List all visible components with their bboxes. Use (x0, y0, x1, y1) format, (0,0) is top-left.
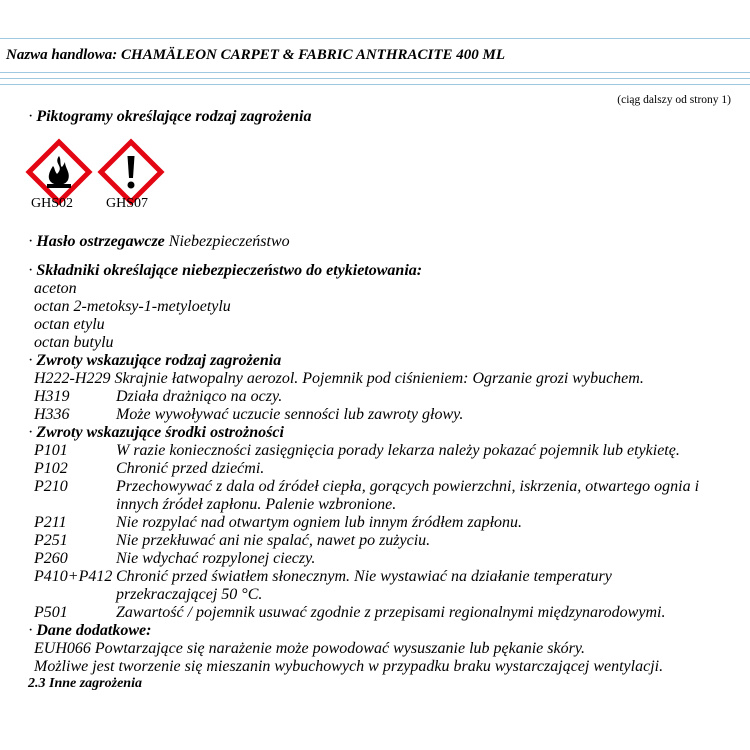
component-item: octan 2-metoksy-1-metyloetylu (34, 298, 231, 315)
precaution-code: P410+P412 (34, 568, 113, 585)
header-rule-3 (0, 84, 750, 85)
hazard-code: H319 (34, 388, 70, 405)
header-rule-2 (0, 78, 750, 79)
additional-heading: · Dane dodatkowe: (28, 622, 152, 639)
trade-name-title: Nazwa handlowa: CHAMÄLEON CARPET & FABRIC ANTHRACITE 400 ML (6, 47, 506, 63)
components-heading: · Składniki określające niebezpieczeństwo do etykietowania: (28, 262, 423, 279)
precaution-code: P101 (34, 442, 68, 459)
precaution-text: Zawartość / pojemnik usuwać zgodnie z przepisami regionalnymi międzynarodowymi. (116, 604, 666, 621)
precaution-code: P251 (34, 532, 68, 549)
ghs02-label: GHS02 (31, 196, 74, 211)
precaution-text: Chronić przed dziećmi. (116, 460, 265, 477)
pictograms-heading: · Piktogramy określające rodzaj zagrożenia (28, 108, 312, 125)
precaution-text: Nie wdychać rozpylonej cieczy. (116, 550, 316, 567)
precaution-code: P501 (34, 604, 68, 621)
header-top-rule (0, 38, 750, 39)
ghs07-label: GHS07 (106, 196, 149, 211)
precaution-text: Chronić przed światłem słonecznym. Nie wystawiać na działanie temperatury przekraczającej 50 °C. (116, 568, 612, 603)
precaution-code: P210 (34, 478, 68, 495)
hazard-statements-heading: · Zwroty wskazujące rodzaj zagrożenia (28, 352, 282, 369)
hazard-code: H336 (34, 406, 70, 423)
precaution-code: P102 (34, 460, 68, 477)
precaution-code: P211 (34, 514, 67, 531)
exclamation-icon (99, 140, 163, 204)
next-section-heading-cut: 2.3 Inne zagrożenia (28, 676, 142, 691)
component-item: octan etylu (34, 316, 105, 333)
signal-word: · Hasło ostrzegawcze Niebezpieczeństwo (28, 233, 290, 250)
additional-item: EUH066 Powtarzające się narażenie może powodować wysuszanie lub pękanie skóry. (34, 640, 586, 657)
hazard-text: Skrajnie łatwopalny aerozol. Pojemnik pod ciśnieniem: Ogrzanie grozi wybuchem. (114, 370, 644, 387)
precaution-code: P260 (34, 550, 68, 567)
component-item: octan butylu (34, 334, 114, 351)
hazard-text: Może wywoływać uczucie senności lub zawroty głowy. (116, 406, 464, 423)
header-rule-1 (0, 72, 750, 73)
precaution-text: Nie rozpylać nad otwartym ogniem lub innym źródłem zapłonu. (116, 514, 523, 531)
component-item: aceton (34, 280, 77, 297)
flame-icon (27, 140, 91, 204)
signal-word-value: Niebezpieczeństwo (168, 233, 290, 250)
precaution-text: Nie przekłuwać ani nie spalać, nawet po zużyciu. (116, 532, 431, 549)
precautionary-heading: · Zwroty wskazujące środki ostrożności (28, 424, 284, 441)
continued-note: (ciąg dalszy od strony 1) (617, 94, 731, 106)
precaution-text: W razie konieczności zasięgnięcia porady lekarza należy pokazać pojemnik lub etykietę. (116, 442, 680, 459)
hazard-text: Działa drażniąco na oczy. (116, 388, 283, 405)
additional-item: Możliwe jest tworzenie się mieszanin wybuchowych w przypadku braku wystarczającej wentylacji. (34, 658, 664, 675)
precaution-text: Przechowywać z dala od źródeł ciepła, gorących powierzchni, iskrzenia, otwartego ognia i innych źródeł zapłonu. Palenie wzbronione. (116, 478, 700, 513)
hazard-code: H222-H229 Skrajnie łatwopalny aerozol. Pojemnik pod ciśnieniem: Ogrzanie grozi wybuchem. (34, 370, 644, 387)
